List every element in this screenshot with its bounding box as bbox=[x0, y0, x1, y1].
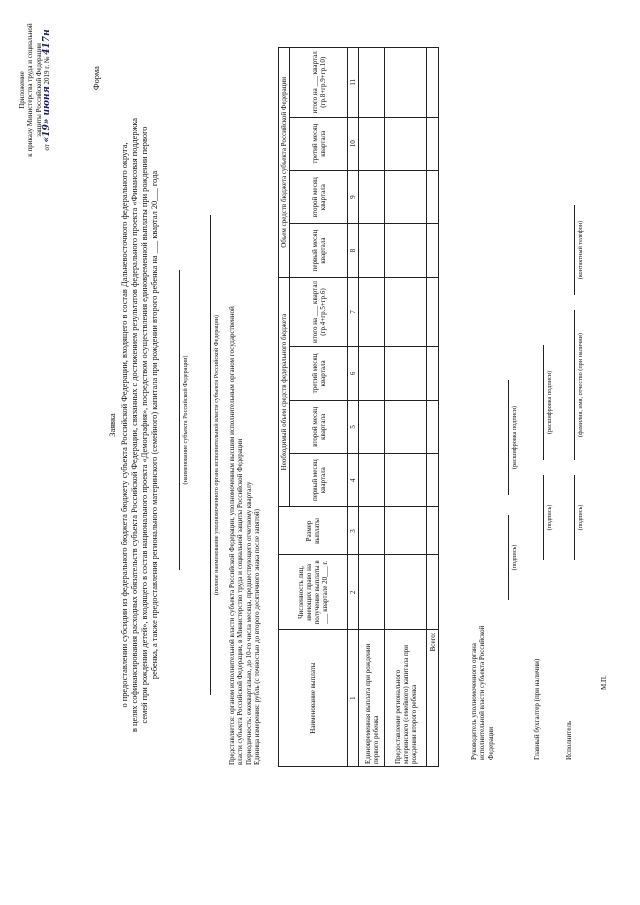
handwritten-date: «19» июня bbox=[42, 86, 53, 143]
executor-phone-line bbox=[574, 205, 575, 295]
header-third-month: третий месяц квартала bbox=[290, 347, 348, 400]
subject-line bbox=[179, 270, 180, 570]
col-number: 7 bbox=[348, 277, 359, 346]
col-number: 8 bbox=[348, 224, 359, 277]
subtitle-line: о предоставлении субсидии из федерального бюджета бюджету субъекта Российской Федерации, входящего в состав Дальневосточного федерального округа, bbox=[120, 142, 129, 708]
subtitle bbox=[120, 35, 160, 815]
sign-caption: (подпись) bbox=[546, 504, 553, 531]
header-name: Наименование выплаты bbox=[279, 630, 348, 767]
executor-sign-line bbox=[574, 475, 575, 560]
subtitle-line: ребенка, а также предоставления регионального материнского (семейного) капитала при рождении второго ребенка на ___ квартал 20___ года bbox=[150, 170, 159, 680]
col-number: 6 bbox=[348, 347, 359, 400]
header-size: Размер выплаты bbox=[279, 507, 348, 555]
header-first-month: первый месяц квартала bbox=[290, 224, 348, 277]
col-number: 5 bbox=[348, 400, 359, 453]
row-first-child: Единовременная выплата при рождении первого ребенка bbox=[359, 630, 385, 767]
decode-caption: (расшифровка подписи) bbox=[511, 405, 518, 470]
fio-caption: (фамилия, имя, отчество (при наличии) bbox=[577, 333, 584, 437]
header-total-regional: итого на ___ квартал (гр.8+гр.9+гр.10) bbox=[290, 48, 348, 118]
head-sign-line bbox=[508, 515, 509, 600]
col-number: 11 bbox=[348, 48, 359, 118]
executor-label: Исполнитель bbox=[565, 720, 573, 760]
header-total-federal: итого на ___ квартал (гр.4+гр.5+гр.6) bbox=[290, 277, 348, 346]
col-number: 9 bbox=[348, 170, 359, 223]
handwritten-number: 417н bbox=[42, 29, 53, 55]
executor-fio-line bbox=[574, 310, 575, 460]
header-first-month: первый месяц квартала bbox=[290, 454, 348, 507]
row-total: Всего: bbox=[427, 630, 439, 767]
accountant-label: Главный бухгалтер (при наличии) bbox=[533, 658, 541, 760]
info-line: Единица измерения: рубль (с точностью до второго десятичного знака после запятой) bbox=[253, 508, 262, 765]
sign-caption: (подпись) bbox=[577, 504, 584, 531]
form-label: Форма bbox=[92, 66, 101, 90]
accountant-sign-line bbox=[543, 475, 544, 560]
appendix-line: защиты Российской Федерации bbox=[34, 43, 43, 137]
phone-caption: (контактный телефон) bbox=[577, 220, 584, 280]
decode-caption: (расшифровка подписи) bbox=[546, 370, 553, 435]
header-count: Численность лиц, имеющих право на получение выплаты в ___ квартале 20___ г. bbox=[279, 555, 348, 630]
subsidy-table bbox=[278, 47, 439, 767]
body-line bbox=[210, 215, 211, 695]
header-second-month: второй месяц квартала bbox=[290, 170, 348, 223]
appendix-year-no: 2019 г. № bbox=[43, 56, 52, 85]
head-signature-label: Руководитель уполномоченного органа исполнительной власти субъекта Российской Федерации bbox=[470, 625, 495, 760]
sign-caption: (подпись) bbox=[511, 544, 518, 571]
col-number: 10 bbox=[348, 117, 359, 170]
appendix-date-line bbox=[43, 15, 51, 165]
col-number: 3 bbox=[348, 507, 359, 555]
header-federal: Необходимый объем средств федерального бюджета bbox=[279, 277, 290, 507]
head-decode-line bbox=[508, 380, 509, 495]
col-number: 4 bbox=[348, 454, 359, 507]
info-line: Периодичность: ежеквартально, до 10-го числа месяца, предшествующего отчетному кварталу bbox=[244, 481, 253, 765]
row-second-child: Предоставление регионального материнского (семейного) капитала при рождении второго ребенка bbox=[385, 630, 427, 767]
col-number: 1 bbox=[348, 630, 359, 767]
info-block bbox=[228, 45, 262, 765]
header-second-month: второй месяц квартала bbox=[290, 400, 348, 453]
subtitle-line: в целях софинансирования расходных обязательств субъекта Российской Федерации, связанных с достижением результатов федерального проекта «Финансовая поддержка bbox=[130, 117, 139, 733]
appendix-line: к приказу Министерства труда и социальной bbox=[26, 23, 35, 157]
accountant-decode-line bbox=[543, 345, 544, 460]
info-line: Представляется: органом исполнительной власти субъекта Российской Федерации, уполномоченным высшим исполнительным органом государственной bbox=[228, 306, 236, 765]
seal-mark: М.П. bbox=[600, 675, 608, 690]
appendix-line: Приложение bbox=[18, 71, 26, 109]
subtitle-line: семей при рождении детей», входящего в состав национального проекта «Демография», посредством осуществления единовременной выплаты при рождении первого bbox=[140, 126, 149, 724]
header-regional: Объем средств бюджета субъекта Российской Федерации bbox=[279, 48, 290, 278]
col-number: 2 bbox=[348, 555, 359, 630]
body-caption: (полное наименование уполномоченного органа исполнительной власти субъекта Российской Федерации) bbox=[213, 314, 220, 596]
header-third-month: третий месяц квартала bbox=[290, 117, 348, 170]
subject-caption: (наименование субъекта Российской Федерации) bbox=[182, 355, 189, 485]
title: Заявка bbox=[108, 413, 117, 437]
appendix-from: от bbox=[43, 144, 52, 151]
appendix-block bbox=[18, 15, 52, 165]
info-line: власти субъекта Российской Федерации, в Министерство труда и социальной защиты Российской Федерации bbox=[236, 438, 245, 765]
